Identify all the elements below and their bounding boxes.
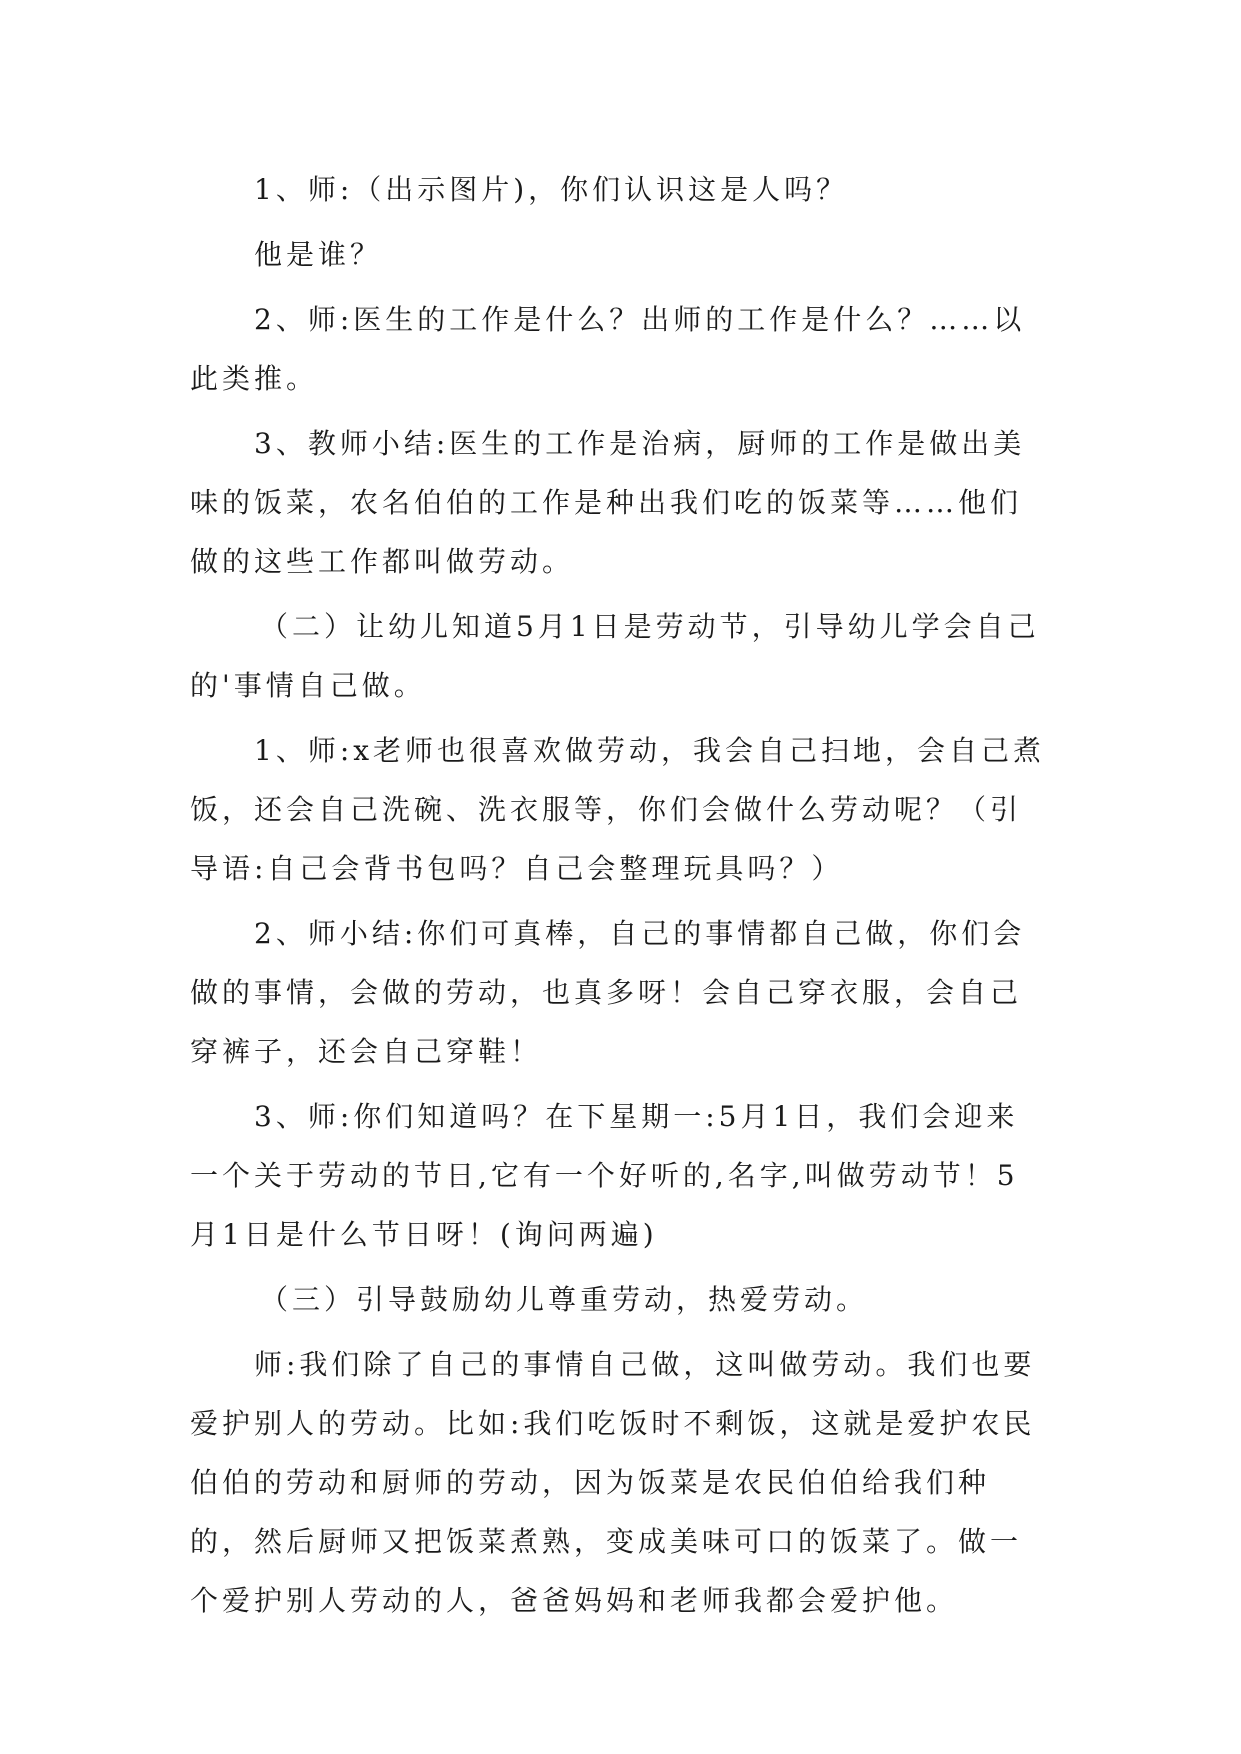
paragraph-6: 2、师小结:你们可真棒，自己的事情都自己做，你们会做的事情，会做的劳动，也真多呀！会自己穿衣服，会自己穿裤子，还会自己穿鞋！ xyxy=(190,917,1026,1068)
paragraph-1: 1、师:（出示图片)，你们认识这是人吗？ xyxy=(254,173,849,206)
section-heading-3: （三）引导鼓励幼儿尊重劳动，热爱劳动。 xyxy=(260,1283,869,1316)
section-heading-2: （二）让幼儿知道5月1日是劳动节，引导幼儿学会自己的'事情自己做。 xyxy=(190,610,1040,702)
document-body xyxy=(190,160,1050,1636)
paragraph-8: 师:我们除了自己的事情自己做，这叫做劳动。我们也要爱护别人的劳动。比如:我们吃饭时不剩饭，这就是爱护农民伯伯的劳动和厨师的劳动，因为饭菜是农民伯伯给我们种的，然后厨师又把饭菜煮熟，变成美味可口的饭菜了。做一个爱护别人劳动的人，爸爸妈妈和老师我都会爱护他。 xyxy=(190,1348,1036,1617)
paragraph-3: 2、师:医生的工作是什么？出师的工作是什么？……以此类推。 xyxy=(190,303,1026,395)
paragraph-4: 3、教师小结:医生的工作是治病，厨师的工作是做出美味的饭菜，农名伯伯的工作是种出我们吃的饭菜等……他们做的这些工作都叫做劳动。 xyxy=(190,427,1026,578)
paragraph-2: 他是谁？ xyxy=(254,238,383,271)
paragraph-7: 3、师:你们知道吗？在下星期一:5月1日，我们会迎来一个关于劳动的节日,它有一个好听的,名字,叫做劳动节！5月1日是什么节日呀！(询问两遍) xyxy=(190,1100,1019,1251)
paragraph-5: 1、师:x老师也很喜欢做劳动，我会自己扫地，会自己煮饭，还会自己洗碗、洗衣服等，你们会做什么劳动呢？（引导语:自己会背书包吗？自己会整理玩具吗？） xyxy=(190,734,1046,885)
